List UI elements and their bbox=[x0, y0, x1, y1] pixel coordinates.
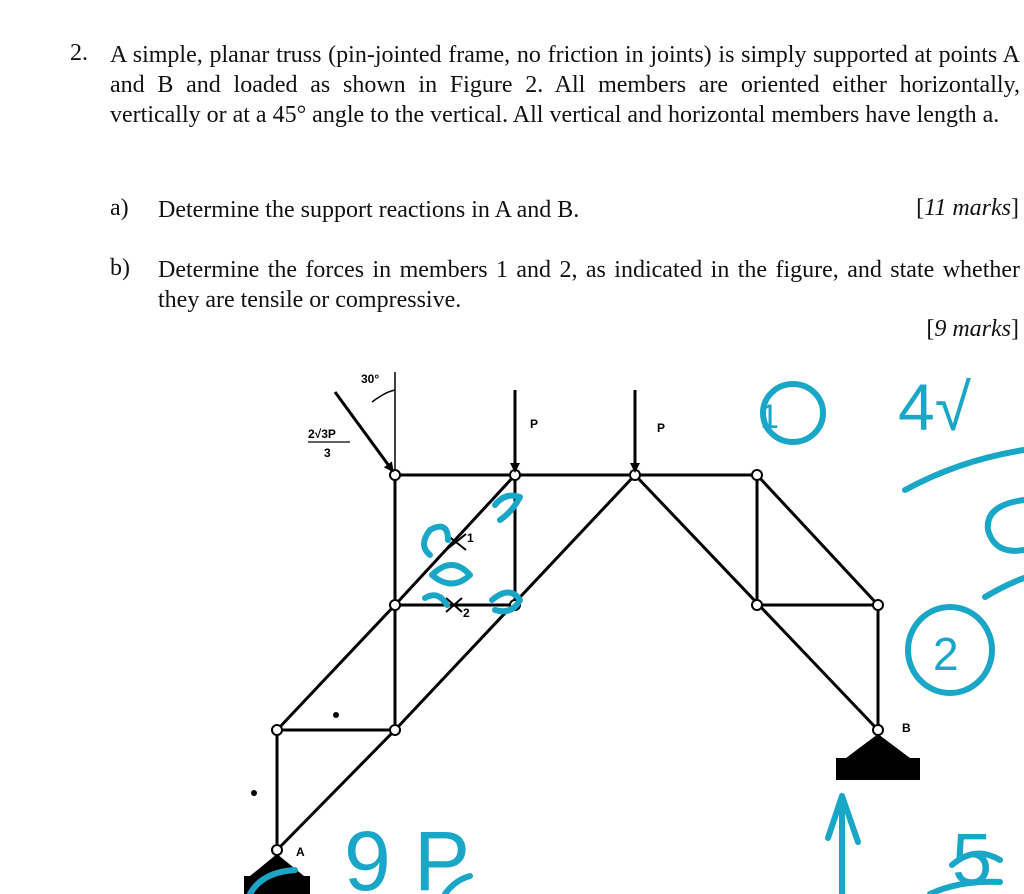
joint bbox=[390, 470, 400, 480]
part-b-label: b) bbox=[110, 255, 130, 281]
part-a-text: Determine the support reactions in A and B. bbox=[158, 197, 580, 223]
inclined-load-arrow bbox=[335, 392, 392, 470]
truss-joints bbox=[272, 470, 883, 855]
part-b-text: Determine the forces in members 1 and 2, as indicated in the figure, and state whether they are tensile or compressive. bbox=[158, 257, 1020, 313]
angle-indicator bbox=[372, 372, 395, 470]
angle-label: 30° bbox=[361, 372, 380, 386]
load-2-label: P bbox=[657, 421, 666, 435]
joint bbox=[873, 725, 883, 735]
dimension-marks bbox=[251, 712, 339, 796]
annotation-handwriting-2: 9 P bbox=[344, 814, 471, 894]
question-number: 2. bbox=[70, 40, 88, 66]
question-text: A simple, planar truss (pin-jointed frame, no friction in joints) is simply supported at points A and B and loaded as shown in Figure 2. All members are oriented either horizontally, vertically or at a 45° angle to the vertical. All vertical and horizontal members have length a. bbox=[110, 42, 1020, 128]
joint bbox=[272, 725, 282, 735]
inclined-load-numerator: 2√3P bbox=[308, 427, 336, 441]
member-1-label: 1 bbox=[467, 531, 474, 545]
support-a-label: A bbox=[296, 845, 305, 859]
truss-members bbox=[277, 475, 878, 850]
joint bbox=[873, 600, 883, 610]
member-2-label: 2 bbox=[463, 606, 470, 620]
support-b bbox=[836, 734, 920, 780]
load-1-label: P bbox=[530, 417, 539, 431]
joint bbox=[752, 470, 762, 480]
part-a-marks: [11 marks] bbox=[916, 195, 1019, 221]
joint bbox=[752, 600, 762, 610]
right-outer-diagonal bbox=[757, 475, 878, 605]
annotation-circled-2: 2 bbox=[933, 628, 959, 680]
inclined-load-denominator: 3 bbox=[324, 446, 331, 460]
joint bbox=[630, 470, 640, 480]
part-b-marks: [9 marks] bbox=[926, 316, 1019, 342]
annotation-handwriting-1: 4√ bbox=[898, 370, 971, 444]
joint bbox=[272, 845, 282, 855]
joint bbox=[510, 470, 520, 480]
applied-loads bbox=[335, 390, 635, 470]
annotation-handwriting-3: 5 bbox=[952, 820, 993, 894]
part-a-label: a) bbox=[110, 195, 129, 221]
support-b-label: B bbox=[902, 721, 911, 735]
joint bbox=[390, 725, 400, 735]
joint bbox=[390, 600, 400, 610]
left-upper-outer-diagonal bbox=[277, 605, 395, 730]
annotation-circled-1: 1 bbox=[760, 398, 779, 436]
